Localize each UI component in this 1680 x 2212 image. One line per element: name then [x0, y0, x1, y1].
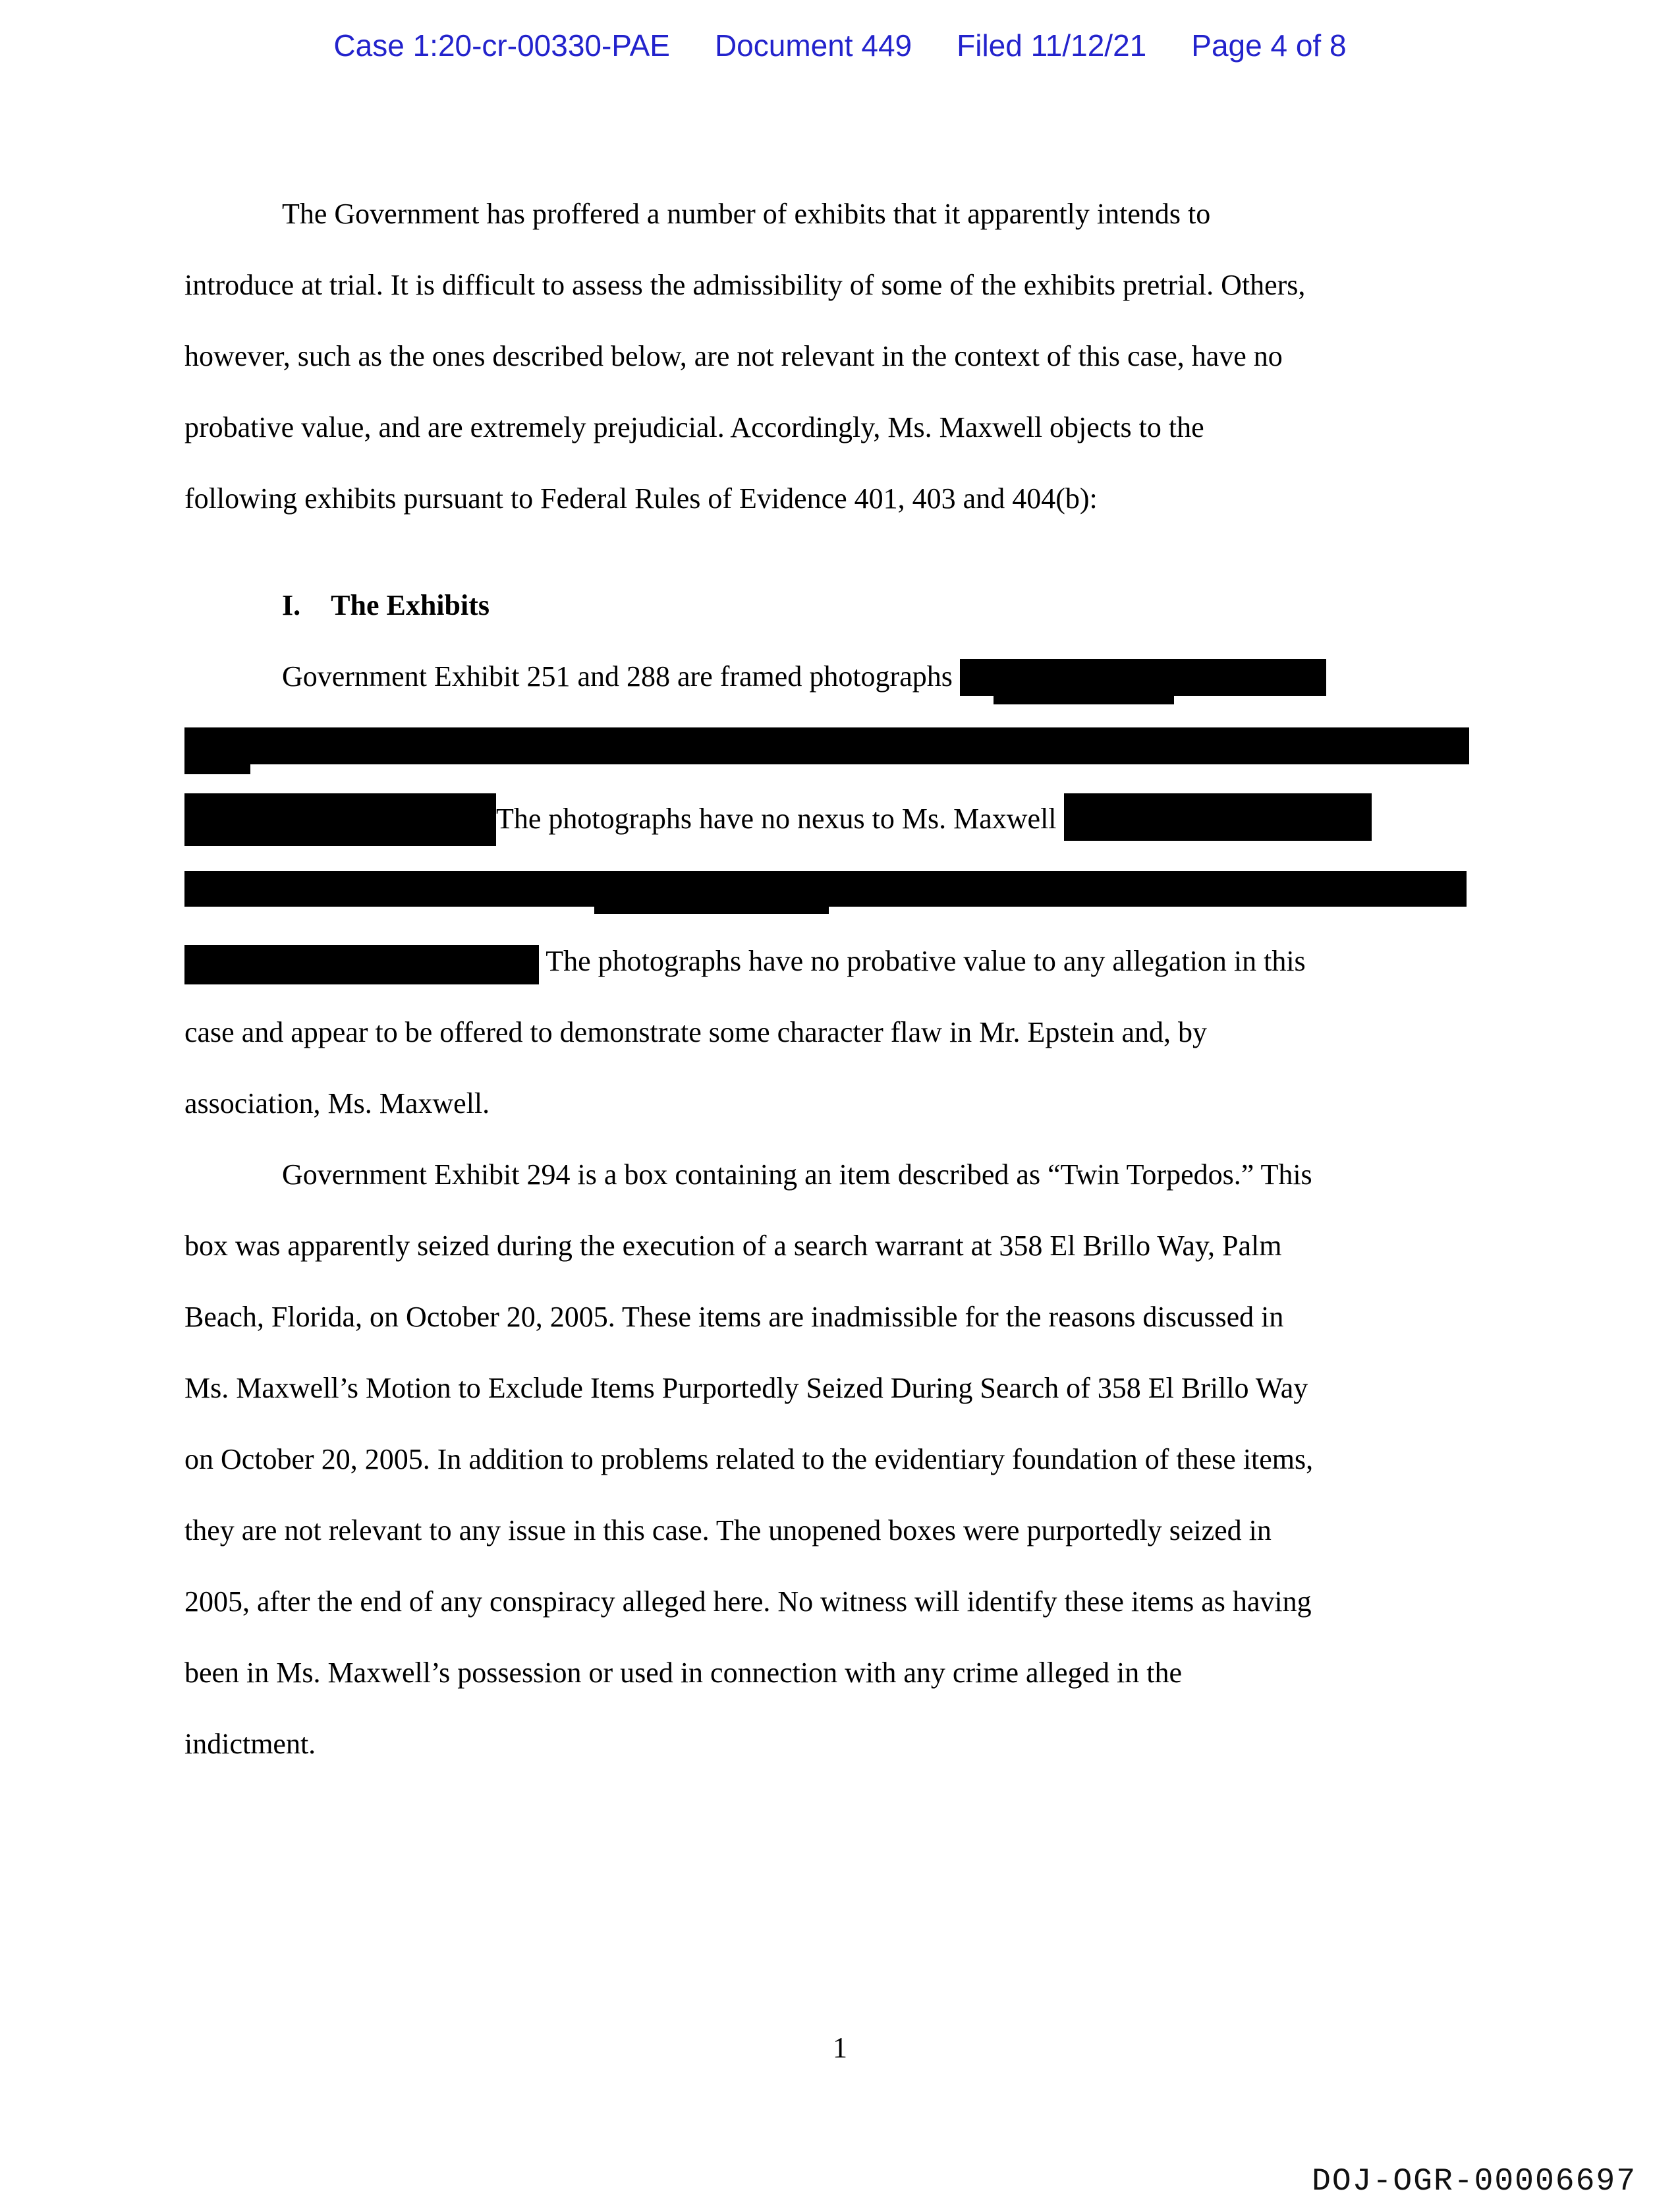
text-line [184, 1261, 1499, 1332]
section-heading [184, 514, 1499, 621]
text-line [184, 1332, 1499, 1404]
line-text: The photographs have no probative value to any allegation in this [539, 944, 1306, 977]
line-text: introduce at trial. It is difficult to assess the admissibility of some of the exhibits pretrial. Others, [184, 268, 1306, 301]
case-header [0, 28, 1680, 63]
redaction-bar [184, 793, 496, 846]
redaction-bar-step [184, 764, 250, 774]
text-line [184, 158, 1499, 229]
text-line [184, 1688, 1499, 1759]
line-text: The photographs have no nexus to Ms. Maxwell [496, 802, 1064, 835]
line-text: indictment. [184, 1727, 316, 1760]
line-text: probative value, and are extremely prejudicial. Accordingly, Ms. Maxwell objects to the [184, 411, 1204, 443]
page-number: 1 [833, 2031, 847, 2064]
header-page-indicator: Page 4 of 8 [1191, 28, 1347, 63]
line-text: The Government has proffered a number of exhibits that it apparently intends to [282, 197, 1211, 230]
redacted-line [184, 905, 1499, 977]
line-text: following exhibits pursuant to Federal Rules of Evidence 401, 403 and 404(b): [184, 482, 1098, 515]
section-heading-numeral: I. [282, 588, 301, 621]
line-text: however, such as the ones described below, are not relevant in the context of this case, have no [184, 339, 1283, 372]
redacted-line [184, 621, 1499, 692]
line-text: Beach, Florida, on October 20, 2005. These items are inadmissible for the reasons discussed in [184, 1300, 1284, 1333]
line-text: 2005, after the end of any conspiracy alleged here. No witness will identify these items as having [184, 1585, 1312, 1618]
document-body [184, 66, 1499, 1759]
line-text: box was apparently seized during the execution of a search warrant at 358 El Brillo Way, Palm [184, 1229, 1282, 1262]
text-line [184, 1048, 1499, 1119]
line-text: Ms. Maxwell’s Motion to Exclude Items Purportedly Seized During Search of 358 El Brillo Way [184, 1371, 1308, 1404]
text-line [184, 372, 1499, 443]
text-line [184, 443, 1499, 514]
header-filed-date: Filed 11/12/21 [957, 28, 1147, 63]
header-case-number: Case 1:20-cr-00330-PAE [333, 28, 670, 63]
redacted-line [184, 692, 1499, 763]
line-text: Government Exhibit 251 and 288 are framed photographs [282, 660, 960, 693]
text-line [184, 1617, 1499, 1688]
redaction-bar [184, 727, 1469, 764]
redaction-bar-step [994, 695, 1174, 704]
section-heading-title: The Exhibits [331, 588, 490, 621]
header-document-number: Document 449 [714, 28, 912, 63]
text-line [184, 1475, 1499, 1546]
redaction-bar [184, 945, 539, 984]
redaction-bar [960, 659, 1326, 696]
line-text: been in Ms. Maxwell’s possession or used in connection with any crime alleged in the [184, 1656, 1183, 1689]
line-text: on October 20, 2005. In addition to problems related to the evidentiary foundation of these items, [184, 1442, 1314, 1475]
line-text: Government Exhibit 294 is a box containing an item described as “Twin Torpedos.” This [282, 1158, 1312, 1191]
redaction-bar [1064, 793, 1372, 841]
text-line [184, 1119, 1499, 1190]
text-line [184, 977, 1499, 1048]
redaction-bar [184, 871, 1467, 907]
line-text: they are not relevant to any issue in this case. The unopened boxes were purportedly seized in [184, 1514, 1272, 1546]
text-line [184, 1546, 1499, 1617]
line-text: case and appear to be offered to demonstrate some character flaw in Mr. Epstein and, by [184, 1015, 1208, 1048]
text-line [184, 300, 1499, 372]
line-text: association, Ms. Maxwell. [184, 1087, 490, 1120]
redacted-line [184, 763, 1499, 834]
text-line [184, 1190, 1499, 1261]
bates-number: DOJ-OGR-00006697 [1312, 2164, 1637, 2199]
text-line [184, 229, 1499, 300]
redaction-bar-step [594, 906, 829, 914]
text-line [184, 1404, 1499, 1475]
